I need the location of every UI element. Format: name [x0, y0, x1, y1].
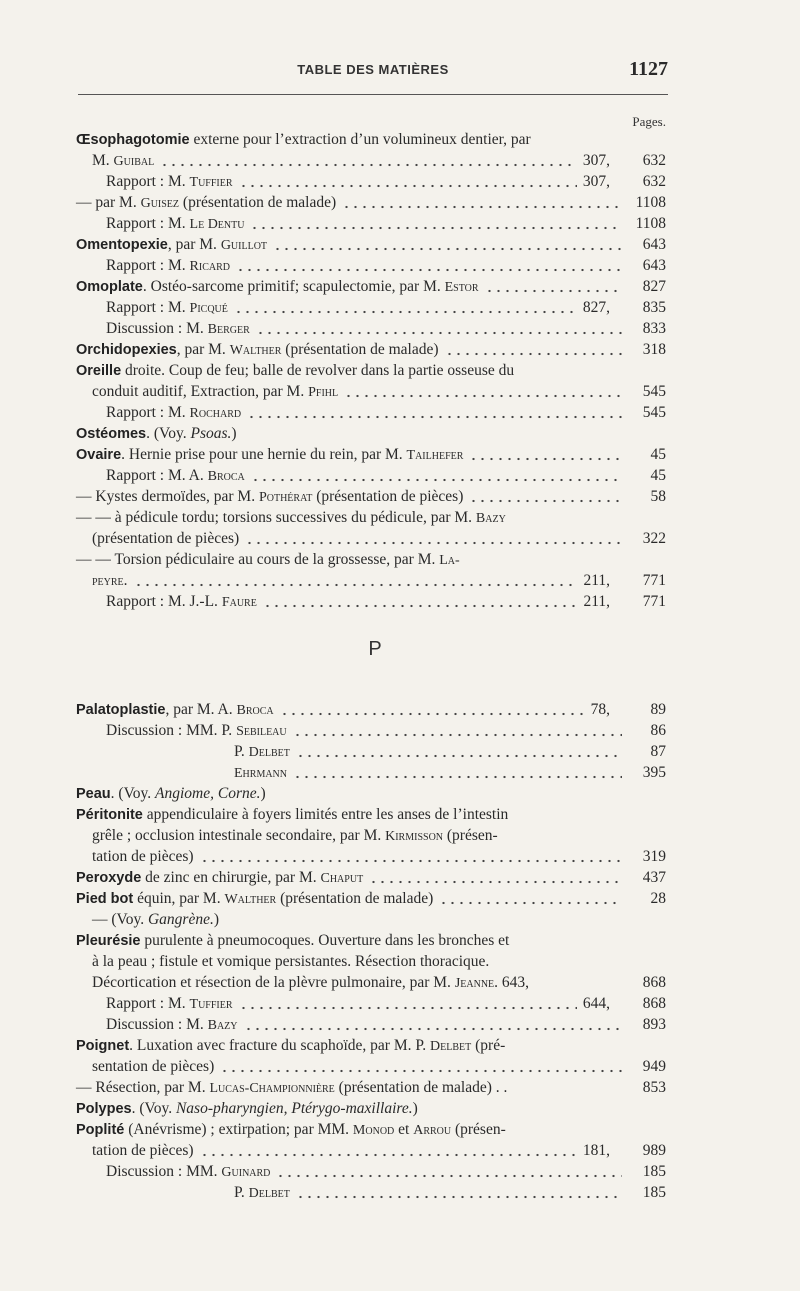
author-name: Lucas-Championnière: [209, 1081, 335, 1096]
entry-page-number: 833: [642, 320, 666, 337]
dot-leader: [280, 700, 585, 720]
entry-first-page: 211,: [583, 572, 610, 589]
entry-page-number: 853: [642, 1079, 666, 1096]
entry-text-part: — Résection, par M.: [76, 1079, 210, 1096]
index-line: [76, 868, 666, 888]
entry-text-part: Rapport : M.: [106, 173, 190, 190]
index-line: [76, 340, 666, 360]
dot-leader: [296, 1183, 622, 1203]
entry-first-page: 78,: [590, 701, 610, 718]
author-name: Guinard: [221, 1165, 271, 1180]
author-name: Ehrmann: [234, 766, 287, 781]
entry-first-page: 827,: [582, 299, 610, 316]
entry-text: [92, 910, 219, 930]
entry-keyword: Ostéomes: [76, 426, 147, 442]
author-name: peyre: [92, 574, 124, 589]
entry-text: [76, 1099, 418, 1119]
entry-text-part: Décortication et résection de la plèvre pulmonaire, par M.: [92, 974, 455, 991]
index-line: [76, 1015, 666, 1035]
entry-text: [76, 235, 267, 256]
dot-leader: [200, 847, 622, 867]
entry-text-part: Discussion : MM. P.: [106, 722, 237, 739]
entry-page-number: 319: [642, 848, 666, 865]
index-line: [76, 382, 666, 402]
author-name: Guibal: [113, 154, 155, 169]
entry-keyword: Oreille: [76, 363, 122, 379]
section-letter: P: [368, 638, 382, 660]
entry-text: [106, 466, 245, 487]
entry-text: [106, 1162, 270, 1183]
entry-text-part: ): [231, 425, 237, 442]
index-line: [76, 403, 666, 423]
entry-text: [92, 973, 529, 994]
entry-text: [92, 382, 338, 403]
entry-text-part: — Kystes dermoïdes, par M.: [76, 488, 259, 505]
entry-text-part: Rapport : M. J.-L.: [106, 593, 222, 610]
entry-page-number: 545: [642, 404, 666, 421]
entry-text-part: P.: [234, 1184, 249, 1201]
entry-page-number: 893: [642, 1016, 666, 1033]
index-line: [76, 784, 666, 804]
entry-keyword: Pied bot: [76, 891, 134, 907]
entry-text: [76, 805, 508, 825]
entry-text: [76, 277, 479, 298]
entry-text-part: appendiculaire à foyers limités entre les anses de l’intestin: [142, 806, 509, 823]
dot-leader: [293, 721, 622, 741]
index-line: [76, 973, 666, 993]
dot-leader: [276, 1162, 622, 1182]
index-line: [76, 1036, 666, 1056]
entry-text-part: — par M.: [76, 194, 141, 211]
entry-text: [92, 151, 154, 172]
entry-keyword: Poignet: [76, 1038, 130, 1054]
entry-text: [106, 319, 250, 340]
entry-text-part: . Hernie prise pour une hernie du rein, par M.: [121, 446, 407, 463]
entry-text: [106, 403, 241, 424]
header-page-number: 1127: [629, 58, 668, 80]
entry-text-part: . (Voy.: [110, 785, 156, 802]
author-name: Tuffier: [189, 175, 233, 190]
index-line: [76, 1078, 666, 1098]
entry-text: [234, 742, 290, 763]
entry-text-part: Rapport : M.: [106, 995, 190, 1012]
author-name: La-: [439, 553, 460, 568]
entry-text: [76, 700, 274, 721]
entry-keyword: Ovaire: [76, 447, 122, 463]
entry-text-part: Discussion : MM.: [106, 1163, 222, 1180]
entry-page-number: 86: [650, 722, 666, 739]
author-name: Tuffier: [189, 997, 233, 1012]
entry-first-page: 181,: [582, 1142, 610, 1159]
entry-page-number: 827: [642, 278, 666, 295]
author-name: Bazy: [207, 1018, 238, 1033]
entry-text: [92, 1141, 194, 1161]
entry-text-part: grêle ; occlusion intestinale secondaire, par M.: [92, 827, 386, 844]
index-line: [76, 319, 666, 339]
entry-text: [106, 1015, 238, 1036]
index-line: [76, 994, 666, 1014]
index-line: [76, 1141, 666, 1161]
entry-page-number: 45: [650, 446, 666, 463]
entry-keyword: Peroxyde: [76, 870, 142, 886]
entry-text-part: Rapport : M.: [106, 299, 190, 316]
entry-text-part: externe pour l’extraction d’un volumineux dentier, par: [189, 131, 531, 148]
entry-text-part: (présentation de malade) . .: [334, 1079, 508, 1096]
author-name: Delbet: [248, 745, 290, 760]
entry-text-part: . (Voy.: [146, 425, 191, 442]
entry-page-number: 185: [642, 1163, 666, 1180]
author-name: Monod: [352, 1123, 395, 1138]
entry-text-part: équin, par M.: [133, 890, 225, 907]
dot-leader: [220, 1057, 622, 1077]
index-line: [76, 931, 666, 951]
entry-text-part: (présentation de pièces): [92, 530, 240, 547]
entry-page-number: 318: [642, 341, 666, 358]
index-line: [76, 742, 666, 762]
entry-keyword: Poplité: [76, 1122, 125, 1138]
author-name: Pothérat: [258, 490, 313, 505]
index-line: [76, 256, 666, 276]
entry-text-part: (présen-: [443, 827, 498, 844]
entry-keyword: Pleurésie: [76, 933, 141, 949]
entry-text-part: . 643,: [494, 974, 530, 991]
entry-text-part: ): [213, 911, 220, 928]
entry-text: [92, 952, 489, 972]
entry-page-number: 322: [642, 530, 666, 547]
entry-text-part: Angiome, Corne.: [155, 785, 261, 802]
entry-text-part: Discussion : M.: [106, 320, 208, 337]
index-line: [76, 193, 666, 213]
entry-text-part: Naso-pharyngien, Ptérygo-maxillaire.: [175, 1100, 413, 1117]
entry-text: [92, 826, 498, 847]
entry-page-number: 28: [650, 890, 666, 907]
author-name: Le Dentu: [189, 217, 245, 232]
index-line: [76, 910, 666, 930]
author-name: Faure: [221, 595, 257, 610]
entry-text-part: , par M. A.: [165, 701, 237, 718]
entry-first-page: 307,: [582, 173, 610, 190]
entry-text-part: ): [412, 1100, 418, 1117]
author-name: Tailhefer: [406, 448, 464, 463]
entry-page-number: 545: [642, 383, 666, 400]
entry-text: [76, 193, 336, 214]
entry-text-part: M.: [92, 152, 114, 169]
entry-page-number: 58: [650, 488, 666, 505]
author-name: Walther: [224, 892, 277, 907]
index-line: [76, 424, 666, 444]
dot-leader: [293, 763, 622, 783]
entry-text-part: . Ostéo-sarcome primitif; scapulectomie, par M.: [142, 278, 445, 295]
index-line: [76, 571, 666, 591]
entry-text: [76, 361, 514, 381]
entry-keyword: Omentopexie: [76, 237, 168, 253]
dot-leader: [160, 151, 577, 171]
index-line: [76, 361, 666, 381]
dot-leader: [234, 298, 577, 318]
index-line: [76, 214, 666, 234]
author-name: Chaput: [320, 871, 364, 886]
entry-text-part: et: [394, 1121, 414, 1138]
entry-text: [76, 550, 460, 571]
entry-page-number: 89: [650, 701, 666, 718]
entry-text: [106, 298, 228, 319]
dot-leader: [244, 1015, 622, 1035]
index-line: [76, 721, 666, 741]
author-name: Guisez: [140, 196, 180, 211]
entry-text-part: (présentation de pièces): [312, 488, 464, 505]
entry-text: [106, 214, 244, 235]
entry-text-part: . (Voy.: [131, 1100, 176, 1117]
entry-text: [76, 130, 531, 150]
entry-text: [76, 1036, 505, 1057]
entry-keyword: Palatoplastie: [76, 702, 166, 718]
entry-text-part: .: [123, 572, 128, 589]
dot-leader: [445, 340, 622, 360]
entry-text-part: Gangrène.: [147, 911, 214, 928]
entry-text-part: tation de pièces): [92, 848, 194, 865]
entry-page-number: 185: [642, 1184, 666, 1201]
author-name: Bazy: [475, 511, 506, 526]
index-line: [76, 1099, 666, 1119]
dot-leader: [200, 1141, 577, 1161]
entry-text: [76, 445, 463, 466]
entry-keyword: Polypes: [76, 1101, 132, 1117]
entry-page-number: 989: [642, 1142, 666, 1159]
index-line: [76, 1162, 666, 1182]
entry-text-part: Rapport : M.: [106, 257, 190, 274]
dot-leader: [369, 868, 622, 888]
entry-page-number: 771: [642, 593, 666, 610]
entry-text-part: sentation de pièces): [92, 1058, 215, 1075]
author-name: Arrou: [413, 1123, 452, 1138]
entry-text: [106, 256, 230, 277]
pages-column-label: Pages.: [632, 114, 666, 129]
entry-text: [76, 508, 506, 529]
index-line: [76, 235, 666, 255]
entry-text-part: (présentation de malade): [276, 890, 434, 907]
entry-text-part: (présen-: [451, 1121, 506, 1138]
entry-text-part: Rapport : M.: [106, 404, 190, 421]
entry-keyword: Péritonite: [76, 807, 143, 823]
entry-text-part: — (Voy.: [92, 911, 148, 928]
entry-text-part: de zinc en chirurgie, par M.: [141, 869, 321, 886]
author-name: Guillot: [220, 238, 268, 253]
header-title: TABLE DES MATIÈRES: [297, 62, 449, 77]
dot-leader: [239, 172, 577, 192]
entry-page-number: 835: [642, 299, 666, 316]
entry-page-number: 949: [642, 1058, 666, 1075]
index-line: [76, 805, 666, 825]
entry-text-part: Rapport : M. A.: [106, 467, 208, 484]
dot-leader: [245, 529, 622, 549]
author-name: Berger: [207, 322, 250, 337]
entry-text-part: Discussion : M.: [106, 1016, 208, 1033]
entry-page-number: 771: [642, 572, 666, 589]
entry-text-part: à la peau ; fistule et vomique persistantes. Résection thoracique.: [92, 953, 490, 970]
author-name: Kirmisson: [385, 829, 444, 844]
entry-text: [76, 1078, 507, 1099]
index-line: [76, 889, 666, 909]
entry-text: [76, 340, 439, 361]
author-name: Delbet: [430, 1039, 472, 1054]
entry-page-number: 395: [642, 764, 666, 781]
author-name: Jeanne: [454, 976, 495, 991]
entry-page-number: 1108: [635, 215, 666, 232]
entry-text-part: tation de pièces): [92, 1142, 194, 1159]
dot-leader: [485, 277, 622, 297]
dot-leader: [239, 994, 577, 1014]
entry-text: [92, 1057, 214, 1077]
entry-text: [92, 847, 194, 867]
entry-keyword: Omoplate: [76, 279, 143, 295]
entry-page-number: 632: [642, 173, 666, 190]
entry-text: [76, 889, 433, 910]
entry-text: [106, 721, 287, 742]
entry-text-part: purulente à pneumocoques. Ouverture dans les bronches et: [140, 932, 510, 949]
dot-leader: [247, 403, 622, 423]
index-line: [76, 592, 666, 612]
entry-text-part: P.: [234, 743, 249, 760]
dot-leader: [250, 214, 622, 234]
index-line: [76, 826, 666, 846]
entry-keyword: Orchidopexies: [76, 342, 177, 358]
entry-first-page: 644,: [582, 995, 610, 1012]
entry-page-number: 643: [642, 257, 666, 274]
entry-text: [76, 1120, 506, 1141]
entry-first-page: 211,: [583, 593, 610, 610]
index-line: [76, 487, 666, 507]
entry-page-number: 868: [642, 974, 666, 991]
entry-text-part: Psoas.: [190, 425, 232, 442]
entry-text-part: — — Torsion pédiculaire au cours de la grossesse, par M.: [76, 551, 440, 568]
entry-text: [92, 571, 128, 592]
dot-leader: [263, 592, 578, 612]
index-line: [76, 763, 666, 783]
dot-leader: [344, 382, 622, 402]
header-rule: [78, 94, 668, 95]
entry-keyword: Peau: [76, 786, 111, 802]
entry-text: [76, 487, 463, 508]
author-name: Estor: [444, 280, 479, 295]
entry-text: [92, 529, 239, 549]
author-name: Sebileau: [236, 724, 287, 739]
entry-page-number: 632: [642, 152, 666, 169]
entry-text-part: Rapport : M.: [106, 215, 190, 232]
entry-text-part: (pré-: [471, 1037, 506, 1054]
entry-keyword: Œsophagotomie: [76, 132, 190, 148]
entry-text: [234, 763, 287, 784]
entry-text-part: — — à pédicule tordu; torsions successives du pédicule, par M.: [76, 509, 476, 526]
index-line: [76, 847, 666, 867]
entry-text: [234, 1183, 290, 1204]
index-line: [76, 508, 666, 528]
entry-text-part: (présentation de malade): [281, 341, 439, 358]
entry-first-page: 307,: [582, 152, 610, 169]
entry-page-number: 45: [650, 467, 666, 484]
entry-text-part: (présentation de malade): [179, 194, 337, 211]
index-line: [76, 466, 666, 486]
dot-leader: [469, 487, 622, 507]
entry-text: [106, 592, 257, 613]
author-name: Pfihl: [308, 385, 339, 400]
entry-text-part: . Luxation avec fracture du scaphoïde, par M. P.: [129, 1037, 431, 1054]
entry-page-number: 87: [650, 743, 666, 760]
index-line: [76, 298, 666, 318]
dot-leader: [439, 889, 622, 909]
entry-text: [106, 994, 233, 1015]
author-name: Walther: [229, 343, 282, 358]
dot-leader: [469, 445, 622, 465]
entry-page-number: 1108: [635, 194, 666, 211]
author-name: Broca: [207, 469, 245, 484]
dot-leader: [256, 319, 622, 339]
entry-text-part: , par M.: [176, 341, 230, 358]
entry-text: [76, 931, 509, 951]
dot-leader: [134, 571, 578, 591]
index-line: [76, 445, 666, 465]
author-name: Delbet: [248, 1186, 290, 1201]
author-name: Broca: [236, 703, 274, 718]
entry-text-part: droite. Coup de feu; balle de revolver dans la partie osseuse du: [121, 362, 515, 379]
index-line: [76, 1057, 666, 1077]
dot-leader: [342, 193, 622, 213]
index-line: [76, 151, 666, 171]
entry-page-number: 643: [642, 236, 666, 253]
dot-leader: [273, 235, 622, 255]
entry-text: [76, 868, 363, 889]
entry-text-part: (Anévrisme) ; extirpation; par MM.: [124, 1121, 353, 1138]
dot-leader: [251, 466, 622, 486]
index-line: [76, 1120, 666, 1140]
dot-leader: [296, 742, 622, 762]
index-line: [76, 700, 666, 720]
index-line: [76, 1183, 666, 1203]
index-line: [76, 529, 666, 549]
running-header: [78, 58, 668, 82]
index-line: [76, 550, 666, 570]
author-name: Picqué: [189, 301, 228, 316]
entry-text: [76, 424, 237, 444]
entry-text-part: ): [260, 785, 266, 802]
entry-text: [76, 784, 266, 804]
index-line: [76, 952, 666, 972]
index-line: [76, 172, 666, 192]
index-line: [76, 130, 666, 150]
entry-page-number: 437: [642, 869, 666, 886]
entry-page-number: 868: [642, 995, 666, 1012]
index-line: [76, 277, 666, 297]
author-name: Ricard: [189, 259, 230, 274]
author-name: Rochard: [189, 406, 242, 421]
entry-text: [106, 172, 233, 193]
entry-text-part: , par M.: [167, 236, 221, 253]
dot-leader: [236, 256, 622, 276]
entry-text-part: conduit auditif, Extraction, par M.: [92, 383, 309, 400]
